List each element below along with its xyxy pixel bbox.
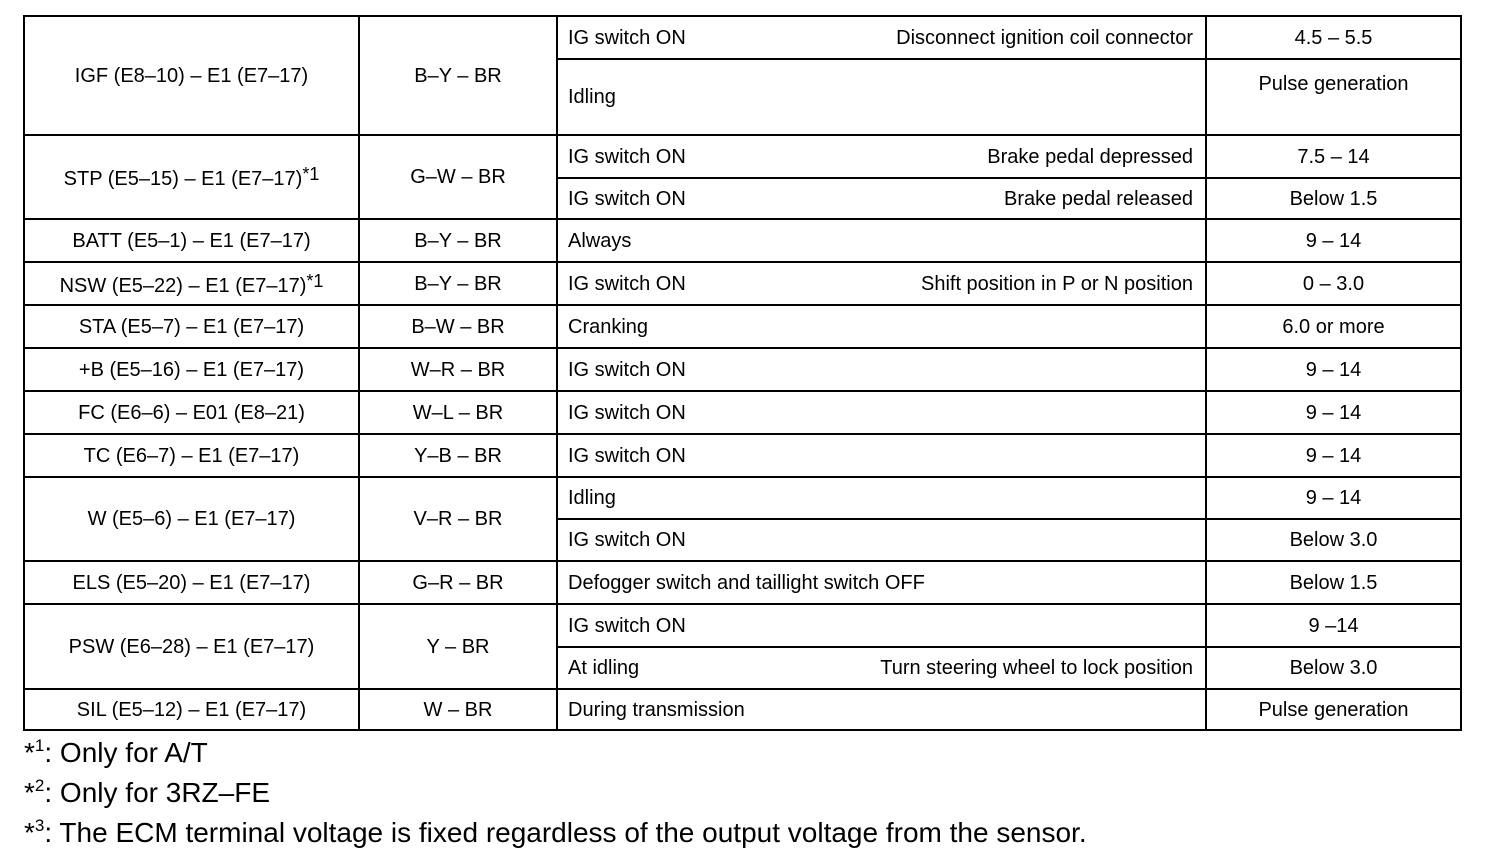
voltage-cell: 4.5 – 5.5 bbox=[1206, 16, 1461, 59]
condition-detail: Turn steering wheel to lock position bbox=[880, 657, 1193, 679]
condition-cell bbox=[557, 59, 1206, 135]
footnote-mark: *1 bbox=[306, 270, 324, 291]
terminal-cell: TC (E6–7) – E1 (E7–17) bbox=[24, 434, 359, 477]
condition-text: Cranking bbox=[568, 315, 649, 338]
condition-text: IG switch ON bbox=[568, 272, 686, 295]
table-row bbox=[24, 219, 1461, 262]
footnote-text: : Only for A/T bbox=[44, 737, 208, 768]
table-row bbox=[24, 689, 1461, 730]
condition-text: IG switch ON bbox=[568, 26, 686, 49]
voltage-cell: 7.5 – 14 bbox=[1206, 135, 1461, 178]
wiring-color-cell: B–Y – BR bbox=[359, 219, 557, 262]
voltage-cell: 6.0 or more bbox=[1206, 305, 1461, 348]
voltage-cell: 9 – 14 bbox=[1206, 348, 1461, 391]
voltage-cell: Pulse generation bbox=[1206, 689, 1461, 730]
footnote-2 bbox=[24, 773, 1087, 813]
footnote-asterisk: * bbox=[24, 817, 35, 848]
condition-cell bbox=[557, 434, 1206, 477]
terminal-cell: ELS (E5–20) – E1 (E7–17) bbox=[24, 561, 359, 604]
table-row bbox=[24, 348, 1461, 391]
voltage-cell: 9 – 14 bbox=[1206, 391, 1461, 434]
footnote-3 bbox=[24, 813, 1087, 853]
voltage-cell: Pulse generation bbox=[1206, 59, 1461, 135]
condition-text: IG switch ON bbox=[568, 529, 686, 551]
condition-cell bbox=[557, 647, 1206, 689]
terminal-cell: PSW (E6–28) – E1 (E7–17) bbox=[24, 604, 359, 689]
footnote-mark: *1 bbox=[302, 164, 320, 184]
terminal-label: STP (E5–15) – E1 (E7–17) bbox=[63, 168, 303, 190]
terminal-cell: SIL (E5–12) – E1 (E7–17) bbox=[24, 689, 359, 730]
condition-text: IG switch ON bbox=[568, 401, 686, 424]
condition-cell bbox=[557, 219, 1206, 262]
condition-detail: Shift position in P or N position bbox=[920, 272, 1193, 295]
condition-cell bbox=[557, 604, 1206, 647]
terminal-cell: FC (E6–6) – E01 (E8–21) bbox=[24, 391, 359, 434]
condition-cell bbox=[557, 178, 1206, 219]
terminal-cell: +B (E5–16) – E1 (E7–17) bbox=[24, 348, 359, 391]
terminal-cell bbox=[24, 135, 359, 219]
wiring-color-cell: Y – BR bbox=[359, 604, 557, 689]
wiring-color-cell: V–R – BR bbox=[359, 477, 557, 561]
footnote-number: 3 bbox=[34, 816, 45, 835]
wiring-color-cell: B–Y – BR bbox=[359, 16, 557, 135]
table-row bbox=[24, 561, 1461, 604]
condition-text: At idling bbox=[568, 657, 640, 679]
voltage-cell: 9 – 14 bbox=[1206, 434, 1461, 477]
wiring-color-cell: G–W – BR bbox=[359, 135, 557, 219]
condition-text: IG switch ON bbox=[568, 187, 686, 210]
condition-text: Always bbox=[568, 229, 632, 252]
condition-detail: Disconnect ignition coil connector bbox=[896, 26, 1193, 49]
terminal-cell: IGF (E8–10) – E1 (E7–17) bbox=[24, 16, 359, 135]
table-row bbox=[24, 262, 1461, 305]
voltage-cell: 9 – 14 bbox=[1206, 219, 1461, 262]
condition-cell bbox=[557, 262, 1206, 305]
condition-text: IG switch ON bbox=[568, 614, 686, 637]
condition-detail: Brake pedal released bbox=[1003, 187, 1193, 210]
terminal-cell: BATT (E5–1) – E1 (E7–17) bbox=[24, 219, 359, 262]
wiring-color-cell: Y–B – BR bbox=[359, 434, 557, 477]
table-row bbox=[24, 434, 1461, 477]
voltage-cell: 9 –14 bbox=[1206, 604, 1461, 647]
footnote-text: : Only for 3RZ–FE bbox=[44, 777, 270, 808]
wiring-color-cell: B–W – BR bbox=[359, 305, 557, 348]
condition-cell bbox=[557, 16, 1206, 59]
footnote-text: : The ECM terminal voltage is fixed regardless of the output voltage from the sensor. bbox=[44, 817, 1087, 848]
wiring-color-cell: W – BR bbox=[359, 689, 557, 730]
condition-text: IG switch ON bbox=[568, 145, 686, 168]
table-row bbox=[24, 604, 1461, 647]
table-row bbox=[24, 391, 1461, 434]
condition-cell bbox=[557, 348, 1206, 391]
table-row bbox=[24, 135, 1461, 178]
table-row bbox=[24, 305, 1461, 348]
terminal-cell: STA (E5–7) – E1 (E7–17) bbox=[24, 305, 359, 348]
voltage-cell: 0 – 3.0 bbox=[1206, 262, 1461, 305]
table-row bbox=[24, 477, 1461, 519]
condition-text: IG switch ON bbox=[568, 358, 686, 381]
condition-cell bbox=[557, 519, 1206, 561]
condition-cell bbox=[557, 305, 1206, 348]
voltage-cell: Below 3.0 bbox=[1206, 647, 1461, 689]
condition-text: Idling bbox=[568, 86, 616, 108]
footnote-asterisk: * bbox=[24, 777, 35, 808]
footnote-number: 2 bbox=[34, 776, 45, 795]
condition-cell bbox=[557, 391, 1206, 434]
condition-text: IG switch ON bbox=[568, 444, 686, 467]
condition-cell bbox=[557, 561, 1206, 604]
voltage-cell: Below 1.5 bbox=[1206, 561, 1461, 604]
wiring-color-cell: W–L – BR bbox=[359, 391, 557, 434]
voltage-cell: Below 1.5 bbox=[1206, 178, 1461, 219]
condition-detail: Brake pedal depressed bbox=[987, 145, 1193, 168]
wiring-color-cell: B–Y – BR bbox=[359, 262, 557, 305]
condition-text: During transmission bbox=[568, 698, 745, 721]
condition-text: Defogger switch and taillight switch OFF bbox=[568, 571, 925, 594]
condition-cell bbox=[557, 689, 1206, 730]
condition-cell bbox=[557, 477, 1206, 519]
footnote-asterisk: * bbox=[24, 737, 35, 768]
terminal-cell bbox=[24, 262, 359, 305]
table-row bbox=[24, 16, 1461, 59]
footnote-1 bbox=[24, 733, 1087, 773]
voltage-cell: 9 – 14 bbox=[1206, 477, 1461, 519]
terminal-cell: W (E5–6) – E1 (E7–17) bbox=[24, 477, 359, 561]
wiring-color-cell: G–R – BR bbox=[359, 561, 557, 604]
voltage-cell: Below 3.0 bbox=[1206, 519, 1461, 561]
footnotes bbox=[24, 733, 1087, 853]
footnote-number: 1 bbox=[34, 736, 45, 755]
condition-text: Idling bbox=[568, 487, 616, 509]
wiring-color-cell: W–R – BR bbox=[359, 348, 557, 391]
terminal-label: NSW (E5–22) – E1 (E7–17) bbox=[59, 274, 307, 297]
terminal-voltage-table bbox=[23, 15, 1462, 731]
condition-cell bbox=[557, 135, 1206, 178]
